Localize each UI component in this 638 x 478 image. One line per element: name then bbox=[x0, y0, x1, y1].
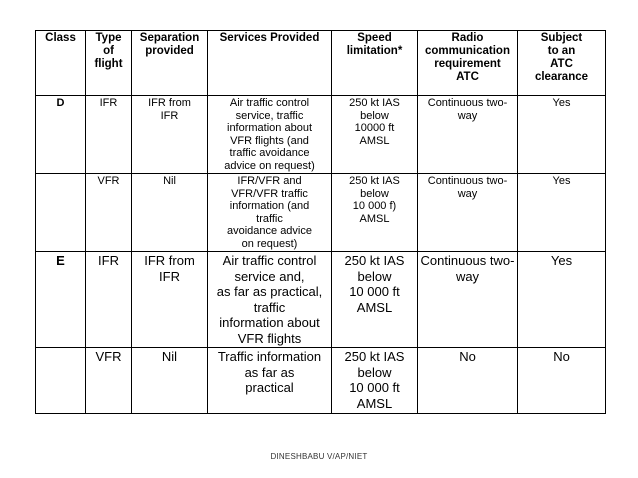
cell-line: No bbox=[459, 349, 476, 364]
cell-line: flight bbox=[94, 58, 123, 70]
header-type-of-flight bbox=[86, 31, 132, 96]
cell-separation bbox=[132, 96, 208, 174]
cell-line: VFR flights (and bbox=[230, 134, 309, 147]
cell-line: below bbox=[360, 109, 389, 122]
cell-line: IFR from bbox=[144, 253, 195, 268]
header-atc-clearance bbox=[518, 31, 606, 96]
cell-line: VFR/VFR traffic bbox=[231, 187, 308, 200]
header-speed-limitation bbox=[332, 31, 418, 96]
cell-type: VFR bbox=[86, 174, 132, 252]
cell-line: AMSL bbox=[356, 395, 393, 411]
cell-line: practical bbox=[245, 380, 294, 395]
header-class bbox=[36, 31, 86, 96]
header-radio-communication bbox=[418, 31, 518, 96]
cell-line: information (and bbox=[229, 200, 310, 212]
cell-clearance: Yes bbox=[518, 174, 606, 252]
cell-line: clearance bbox=[534, 71, 589, 83]
cell-line: way bbox=[455, 268, 480, 284]
cell-clearance: Yes bbox=[518, 96, 606, 174]
cell-line: traffic bbox=[256, 212, 283, 225]
cell-line: VFR flights bbox=[237, 330, 302, 346]
cell-line: Nil bbox=[161, 349, 178, 364]
cell-line: ATC bbox=[456, 71, 479, 83]
cell-line: AMSL bbox=[359, 212, 390, 225]
airspace-class-table-container bbox=[35, 30, 605, 414]
cell-separation bbox=[132, 252, 208, 348]
cell-line: information about bbox=[227, 122, 312, 134]
cell-separation bbox=[132, 174, 208, 252]
cell-line: 250 kt IAS bbox=[344, 349, 405, 364]
cell-services bbox=[208, 348, 332, 414]
cell-class bbox=[36, 348, 86, 414]
cell-line: service, traffic bbox=[235, 109, 304, 122]
cell-line: 10 000 f) bbox=[352, 200, 397, 212]
cell-line: service and, bbox=[234, 268, 305, 284]
cell-radio bbox=[418, 96, 518, 174]
cell-line: Continuous two- bbox=[420, 253, 515, 268]
cell-line: Subject bbox=[540, 32, 583, 44]
cell-separation bbox=[132, 348, 208, 414]
cell-radio bbox=[418, 252, 518, 348]
table-row bbox=[36, 252, 606, 348]
cell-line: way bbox=[457, 187, 478, 200]
cell-line: information about bbox=[219, 315, 320, 330]
cell-radio bbox=[418, 174, 518, 252]
cell-class bbox=[36, 174, 86, 252]
cell-line: on request) bbox=[241, 237, 298, 250]
cell-line: as far as practical, bbox=[216, 284, 323, 299]
cell-line: 10 000 ft bbox=[349, 284, 400, 299]
cell-line: 250 kt IAS bbox=[349, 175, 400, 187]
cell-type: IFR bbox=[86, 96, 132, 174]
cell-line: Class bbox=[45, 32, 76, 44]
cell-line: avoidance advice bbox=[226, 225, 312, 237]
cell-line: to an bbox=[547, 45, 576, 57]
cell-line: requirement bbox=[434, 58, 501, 70]
cell-line: Air traffic control bbox=[222, 253, 317, 268]
cell-line: AMSL bbox=[356, 299, 393, 315]
cell-line: IFR/VFR and bbox=[237, 175, 302, 187]
header-separation-provided bbox=[132, 31, 208, 96]
cell-line: Separation bbox=[139, 32, 200, 44]
header-row bbox=[36, 31, 606, 96]
cell-line: 10 000 ft bbox=[349, 380, 400, 395]
cell-line: IFR bbox=[159, 268, 180, 284]
cell-line: ATC bbox=[550, 58, 573, 70]
cell-line: Services Provided bbox=[219, 32, 320, 44]
cell-services bbox=[208, 174, 332, 252]
cell-line: limitation* bbox=[346, 45, 403, 57]
cell-line: Nil bbox=[163, 175, 176, 187]
cell-line: Air traffic control bbox=[229, 97, 310, 109]
cell-class: D bbox=[36, 96, 86, 174]
cell-line: advice on request) bbox=[224, 159, 315, 172]
cell-line: Continuous two- bbox=[427, 97, 508, 109]
cell-line: 250 kt IAS bbox=[344, 253, 405, 268]
cell-line: way bbox=[457, 109, 478, 122]
cell-line: as far as bbox=[244, 364, 295, 380]
cell-line: Speed bbox=[357, 32, 392, 44]
cell-line: Traffic information bbox=[217, 349, 322, 364]
cell-services bbox=[208, 252, 332, 348]
cell-line: AMSL bbox=[359, 134, 390, 147]
table-row bbox=[36, 96, 606, 174]
cell-clearance: No bbox=[518, 348, 606, 414]
cell-type: VFR bbox=[86, 348, 132, 414]
table-row bbox=[36, 348, 606, 414]
cell-services bbox=[208, 96, 332, 174]
airspace-class-table bbox=[35, 30, 606, 414]
cell-line: of bbox=[103, 45, 114, 57]
cell-clearance: Yes bbox=[518, 252, 606, 348]
cell-line: Type bbox=[95, 32, 122, 44]
cell-speed bbox=[332, 174, 418, 252]
cell-line: below bbox=[360, 187, 389, 200]
header-services-provided bbox=[208, 31, 332, 96]
cell-speed bbox=[332, 252, 418, 348]
cell-radio bbox=[418, 348, 518, 414]
cell-line: 10000 ft bbox=[354, 122, 395, 134]
cell-line: Continuous two- bbox=[427, 175, 508, 187]
cell-line: traffic bbox=[253, 299, 286, 315]
cell-line: Radio bbox=[451, 32, 484, 44]
cell-line: 250 kt IAS bbox=[349, 97, 400, 109]
cell-speed bbox=[332, 348, 418, 414]
cell-line: below bbox=[357, 268, 392, 284]
cell-type: IFR bbox=[86, 252, 132, 348]
cell-class: E bbox=[36, 252, 86, 348]
cell-line: communication bbox=[425, 45, 510, 57]
table-row bbox=[36, 174, 606, 252]
cell-line: traffic avoidance bbox=[229, 147, 310, 159]
cell-line: IFR from bbox=[148, 97, 191, 109]
footer-credit: DINESHBABU V/AP/NIET bbox=[270, 452, 368, 461]
cell-line: provided bbox=[145, 45, 194, 57]
cell-speed bbox=[332, 96, 418, 174]
cell-line: below bbox=[357, 364, 392, 380]
cell-line: IFR bbox=[160, 109, 179, 122]
